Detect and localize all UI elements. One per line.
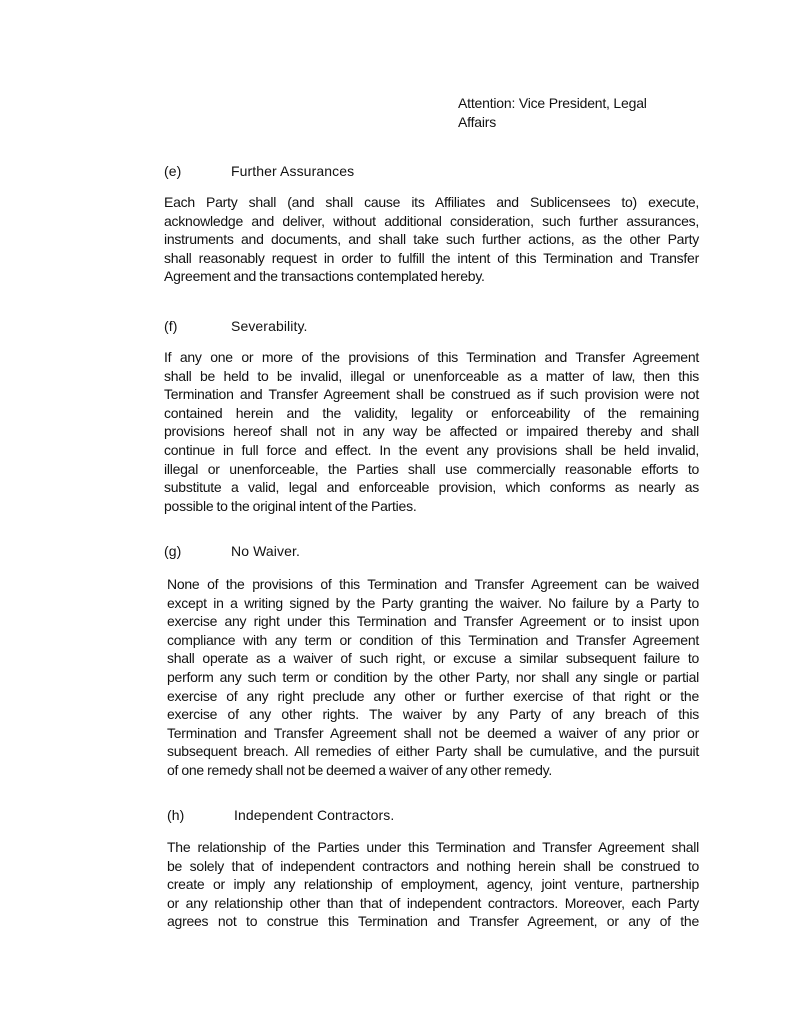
paragraph-line: Termination and Transfer Agreement shall not be deemed a waiver of any prior or	[167, 724, 699, 741]
section-number: (f)	[164, 318, 178, 334]
paragraph-line: exercise any right under this Termination and Transfer Agreement or to insist upon	[167, 613, 699, 630]
section-number: (e)	[164, 163, 182, 179]
paragraph-line: substitute a valid, legal and enforceable provision, which conforms as nearly as	[164, 479, 699, 496]
paragraph-line: shall operate as a waiver of such right, or excuse a similar subsequent failure to	[167, 650, 699, 667]
attention-block	[458, 94, 698, 131]
paragraph-line: possible to the original intent of the Parties.	[164, 497, 417, 514]
paragraph-line: exercise of any right preclude any other or further exercise of that right or the	[167, 687, 699, 704]
attention-line: Attention: Vice President, Legal	[458, 95, 647, 111]
paragraph-line: be solely that of independent contractors and nothing herein shall be construed to	[167, 857, 699, 874]
paragraph-line: None of the provisions of this Termination and Transfer Agreement can be waived	[167, 576, 699, 592]
paragraph-line: create or imply any relationship of employment, agency, joint venture, partnership	[167, 876, 699, 893]
paragraph-line: illegal or unenforceable, the Parties shall use commercially reasonable efforts to	[164, 460, 699, 477]
paragraph-line: continue in full force and effect. In the event any provisions shall be held invalid,	[164, 441, 699, 458]
section-number: (g)	[164, 543, 182, 559]
paragraph-line: shall be held to be invalid, illegal or unenforceable as a matter of law, then this	[164, 367, 699, 384]
paragraph-line: compliance with any term or condition of this Termination and Transfer Agreement	[167, 631, 699, 648]
section-title: Severability.	[231, 318, 308, 334]
section-number: (h)	[167, 807, 185, 823]
attention-line: Affairs	[458, 113, 497, 130]
paragraph-line: agrees not to construe this Termination and Transfer Agreement, or any of the	[167, 913, 699, 930]
paragraph-line: instruments and documents, and shall take such further actions, as the other Party	[164, 231, 699, 248]
paragraph-line: or any relationship other than that of independent contractors. Moreover, each Party	[167, 894, 699, 911]
paragraph-line: Termination and Transfer Agreement shall be construed as if such provision were not	[164, 386, 699, 403]
section-paragraph-h	[167, 838, 699, 931]
paragraph-line: provisions hereof shall not in any way be affected or impaired thereby and shall	[164, 423, 699, 440]
paragraph-line: Agreement and the transactions contemplated hereby.	[164, 268, 485, 285]
paragraph-line: except in a writing signed by the Party granting the waiver. No failure by a Party to	[167, 594, 699, 611]
section-paragraph-f	[164, 348, 699, 515]
paragraph-line: shall reasonably request in order to fulfill the intent of this Termination and Transfer	[164, 249, 699, 266]
paragraph-line: If any one or more of the provisions of this Termination and Transfer Agreement	[164, 349, 699, 365]
section-paragraph-g	[167, 575, 699, 780]
paragraph-line: subsequent breach. All remedies of either Party shall be cumulative, and the pursuit	[167, 743, 699, 760]
section-title: Further Assurances	[231, 163, 355, 179]
paragraph-line: exercise of any other rights. The waiver by any Party of any breach of this	[167, 706, 699, 723]
paragraph-line: The relationship of the Parties under this Termination and Transfer Agreement shall	[167, 839, 699, 855]
section-title: No Waiver.	[231, 543, 300, 559]
section-paragraph-e	[164, 193, 699, 286]
paragraph-line: of one remedy shall not be deemed a waiver of any other remedy.	[167, 761, 552, 778]
paragraph-line: perform any such term or condition by the other Party, nor shall any single or partial	[167, 668, 699, 685]
section-title: Independent Contractors.	[234, 807, 395, 823]
paragraph-line: Each Party shall (and shall cause its Affiliates and Sublicensees to) execute,	[164, 194, 699, 210]
paragraph-line: acknowledge and deliver, without additional consideration, such further assurances,	[164, 212, 699, 229]
paragraph-line: contained herein and the validity, legality or enforceability of the remaining	[164, 404, 699, 421]
